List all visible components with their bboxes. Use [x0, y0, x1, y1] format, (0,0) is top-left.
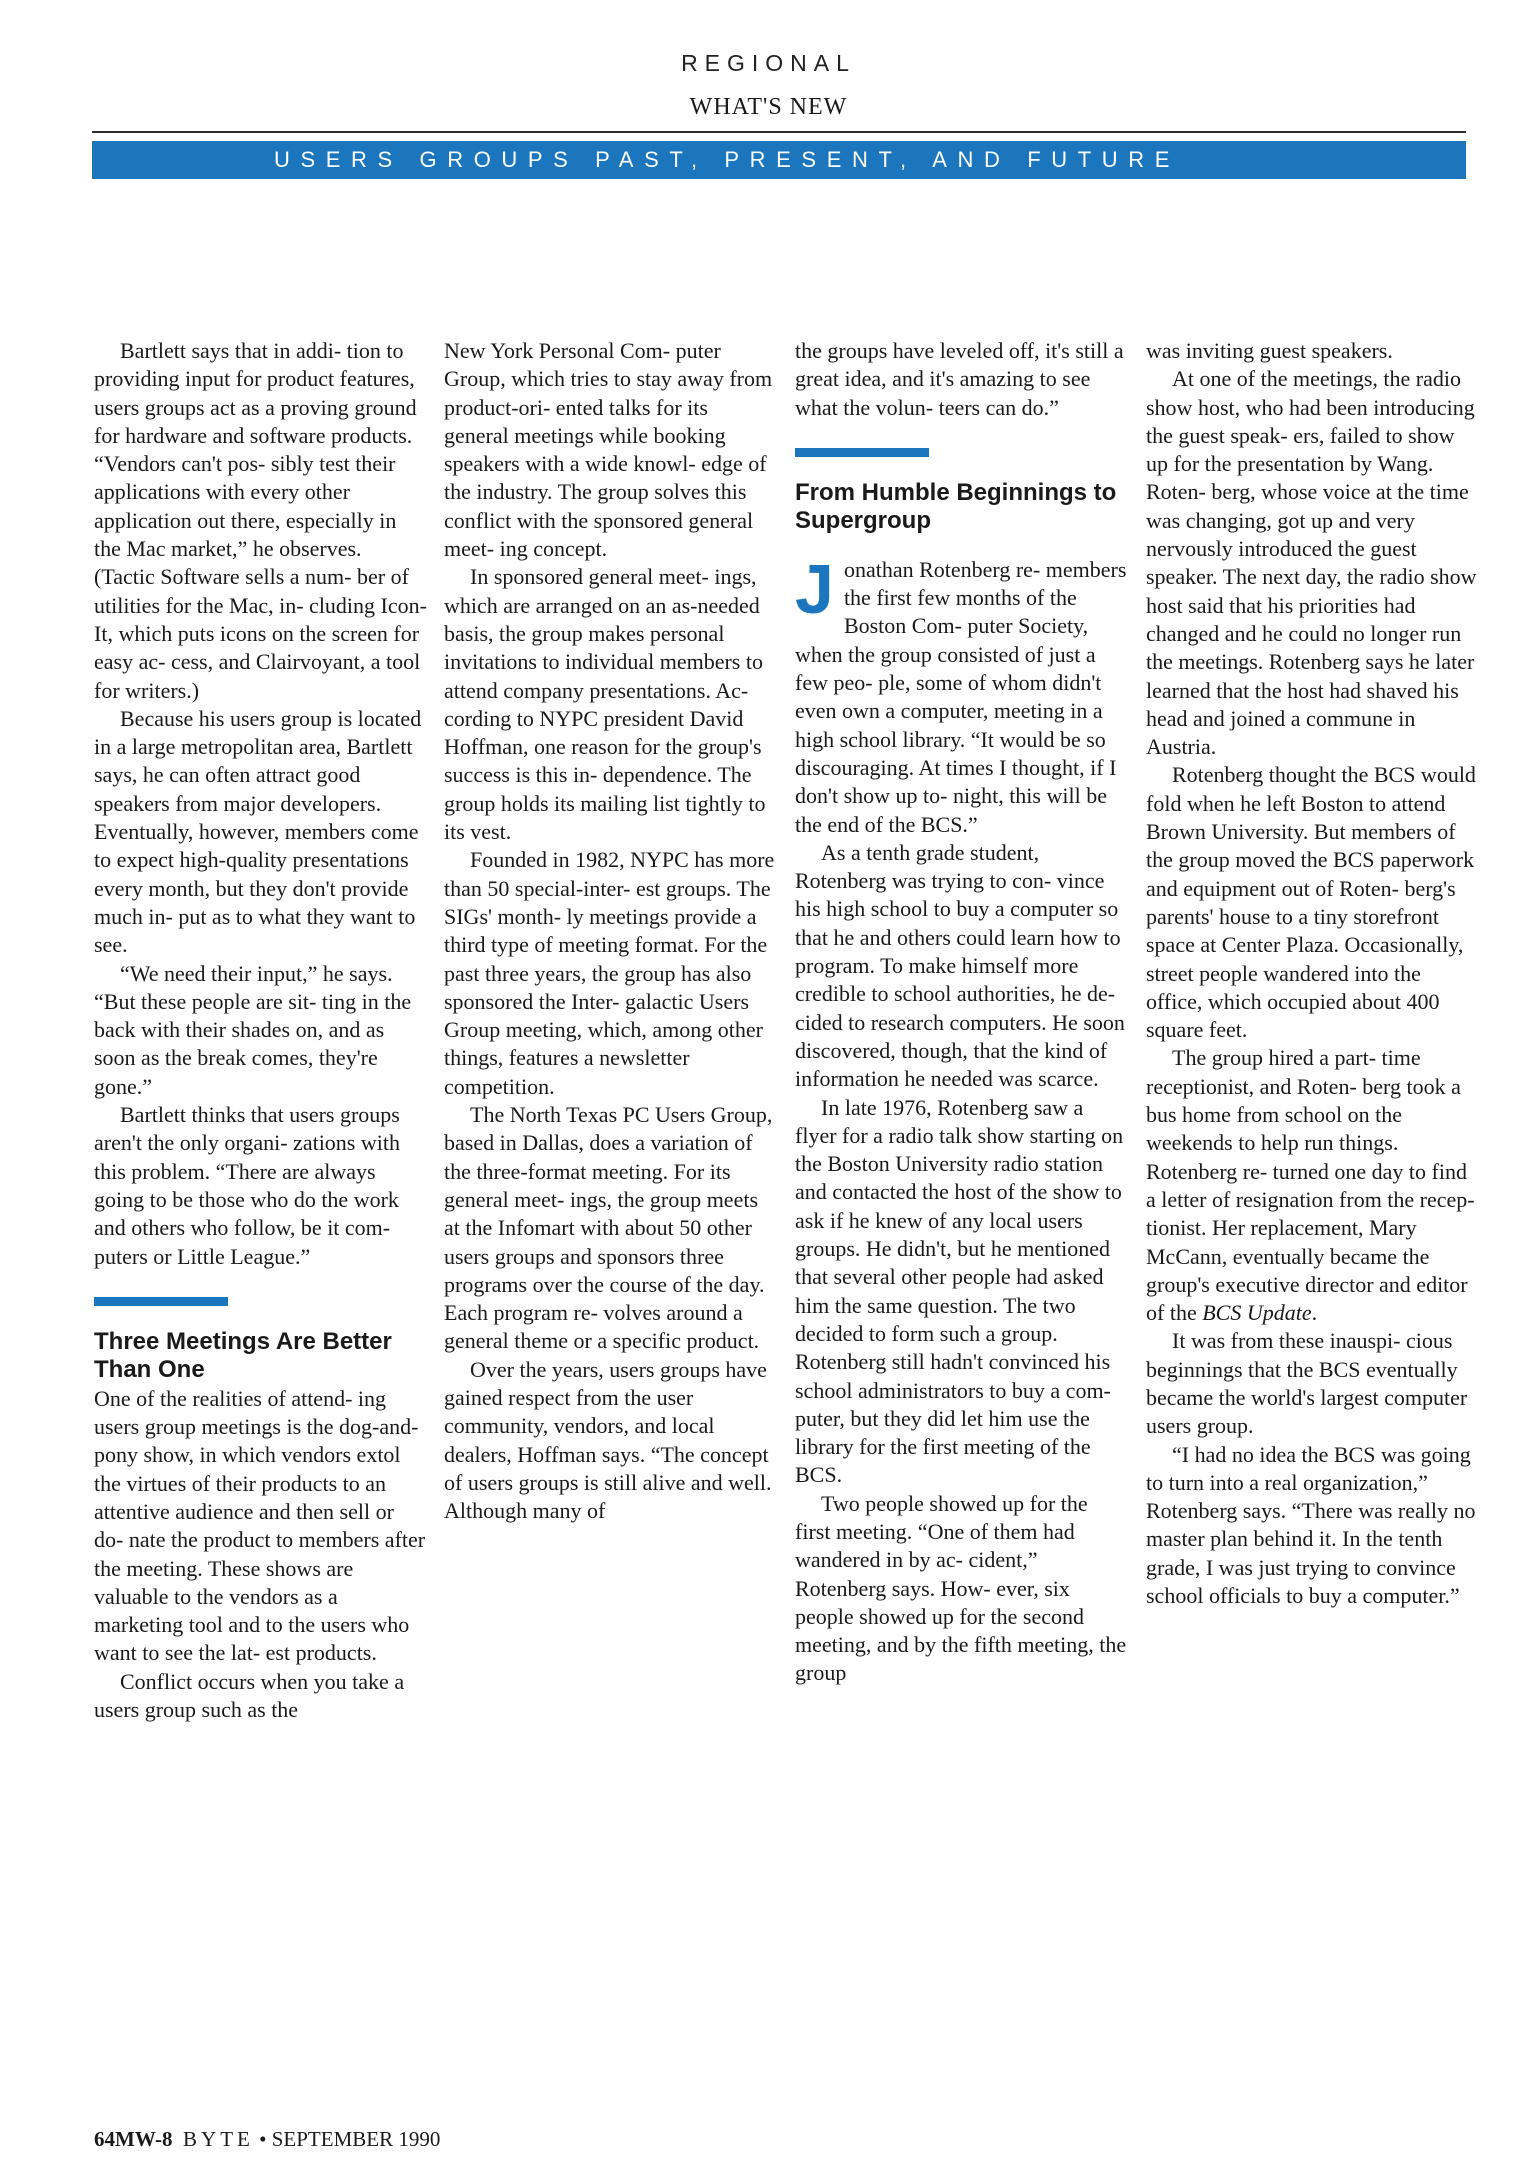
paragraph: It was from these inauspi- cious beginnings that the BCS eventually became the world's largest computer users group.: [1146, 1328, 1468, 1439]
section-kicker: REGIONAL: [681, 50, 856, 76]
subheading: Three Meetings Are Better Than One: [94, 1327, 392, 1384]
paragraph: “We need their input,” he says. “But these people are sit- ting in the back with their shades on, and as soon as the break comes, they're gone.”: [94, 960, 412, 1099]
paragraph: At one of the meetings, the radio show host, who had been introducing the guest speak- ers, failed to show up for the presentation by Wang. Roten- berg, whose voice at the time was changing, got up and very nervously introduced the guest speaker. The next day, the radio show host said that his priorities had changed and he could no longer run the meetings. Rotenberg says he later learned that the host had shaved his head and joined a commune in Austria.: [1146, 366, 1477, 760]
paragraph: One of the realities of attend- ing users group meetings is the dog-and-pony show, in which vendors extol the virtues of their products to an attentive audience and then sell or do- nate the product to members after the meeting. These shows are valuable to the vendors as a marketing tool and to the users who want to see the lat- est products.: [94, 1385, 426, 1666]
paragraph: Because his users group is located in a large metropolitan area, Bartlett says, he can often attract good speakers from major developers. Eventually, however, members come to expect high-quality presentations every month, but they don't provide much in- put as to what they want to see.: [94, 705, 422, 958]
paragraph: Founded in 1982, NYPC has more than 50 special-inter- est groups. The SIGs' month- ly meetings provide a third type of meeting format. For the past three years, the group has also sponsored the Inter- galactic Users Group meeting, which, among other things, features a newsletter competition.: [444, 847, 775, 1099]
paragraph: In sponsored general meet- ings, which are arranged on an as-needed basis, the group makes personal invitations to individual members to attend company presentations. Ac- cording to NYPC president David Hoffman, one reason for the group's success is this in- dependence. The group holds its mailing list tightly to its vest.: [444, 564, 766, 845]
issue-date: SEPTEMBER 1990: [271, 2127, 441, 2151]
paragraph: Two people showed up for the first meeting. “One of them had wandered in by ac- cident,” Rotenberg says. How- ever, six people showed up for the second meeting, and by the fifth meeting, the group: [795, 1490, 1127, 1686]
section-divider-bar: [795, 448, 929, 457]
paragraph: Over the years, users groups have gained respect from the user community, vendors, and local dealers, Hoffman says. “The concept of users groups is still alive and well. Although many of: [444, 1356, 772, 1524]
paragraph: Bartlett thinks that users groups aren't the only organi- zations with this problem. “There are always going to be those who do the work and others who follow, be it com- puters or Little League.”: [94, 1102, 400, 1269]
subheading: From Humble Beginnings to Supergroup: [795, 478, 1117, 535]
paragraph: Conflict occurs when you take a users group such as the: [94, 1668, 405, 1723]
paragraph: “I had no idea the BCS was going to turn into a real organization,” Rotenberg says. “There was really no master plan behind it. In the tenth grade, I was just trying to convince school officials to buy a computer.”: [1146, 1441, 1476, 1609]
paragraph: As a tenth grade student, Rotenberg was trying to con- vince his high school to buy a computer so that he and others could learn how to program. To make himself more credible to school authorities, he de- cided to research computers. He soon discovered, though, that the kind of information he needed was scarce.: [795, 839, 1125, 1092]
paragraph: Bartlett says that in addi- tion to providing input for product features, users groups act as a proving ground for hardware and software products. “Vendors can't pos- sibly test their applications with every other application out there, especially in the Mac market,” he observes. (Tactic Software sells a num- ber of utilities for the Mac, in- cluding Icon-It, which puts icons on the screen for easy ac- cess, and Clairvoyant, a tool for writers.): [94, 338, 427, 703]
punctuation: .: [1311, 1300, 1318, 1326]
paragraph: was inviting guest speakers.: [1146, 338, 1393, 363]
drop-cap: J: [795, 549, 834, 628]
page-number: 64MW-8: [94, 2127, 173, 2151]
magazine-name: BYTE: [183, 2127, 254, 2151]
paragraph-text: The group hired a part- time receptionist, and Roten- berg took a bus home from school on the weekends to help run things. Rotenberg re- turned one day to find a letter of resignation from the recep- tionist. Her replacement, Mary McCann, eventually became the group's executive director and editor of the: [1146, 1045, 1475, 1326]
article-column-2: [444, 337, 777, 1525]
publication-title: BCS Update: [1202, 1300, 1312, 1326]
footer-separator: •: [259, 2127, 267, 2151]
paragraph: [1146, 1044, 1479, 1327]
paragraph: the groups have leveled off, it's still a great idea, and it's amazing to see what the volun- teers can do.”: [795, 338, 1124, 420]
section-title: WHAT'S NEW: [689, 94, 848, 120]
paragraph: The North Texas PC Users Group, based in Dallas, does a variation of the three-format meeting. For its general meet- ings, the group meets at the Infomart with about 50 other users groups and sponsors three programs over the course of the day. Each program re- volves around a general theme or a specific product.: [444, 1102, 773, 1354]
article-column-1: [94, 337, 427, 1724]
article-banner: USERS GROUPS PAST, PRESENT, AND FUTURE: [92, 141, 1466, 179]
header-rule: [92, 131, 1466, 133]
section-divider-bar: [94, 1297, 228, 1306]
paragraph-text: onathan Rotenberg re- members the first few months of the Boston Com- puter Society, when the group consisted of just a few peo- ple, some of whom didn't even own a computer, meeting in a high school library. “It would be so discouraging. At times I thought, if I don't show up to- night, this will be the end of the BCS.”: [795, 556, 1127, 837]
page-footer: [94, 2127, 440, 2152]
paragraph: New York Personal Com- puter Group, which tries to stay away from product-ori- ented talks for its general meetings while booking speakers with a wide knowl- edge of the industry. The group solves this conflict with the sponsored general meet- ing concept.: [444, 338, 773, 562]
paragraph: Rotenberg thought the BCS would fold when he left Boston to attend Brown University. But members of the group moved the BCS paperwork and equipment out of Roten- berg's parents' house to a tiny storefront space at Center Plaza. Occasionally, street people wandered into the office, which occupied about 400 square feet.: [1146, 762, 1476, 1043]
article-column-4: [1146, 337, 1479, 1610]
article-column-3: [795, 337, 1128, 1688]
paragraph: [795, 549, 1128, 839]
paragraph: In late 1976, Rotenberg saw a flyer for a radio talk show starting on the Boston University radio station and contacted the host of the show to ask if he knew of any local users groups. He didn't, but he mentioned that several other people had asked him the same question. The two decided to form such a group. Rotenberg still hadn't convinced his school administrators to buy a com- puter, but they did let him use the library for the first meeting of the BCS.: [795, 1094, 1124, 1488]
